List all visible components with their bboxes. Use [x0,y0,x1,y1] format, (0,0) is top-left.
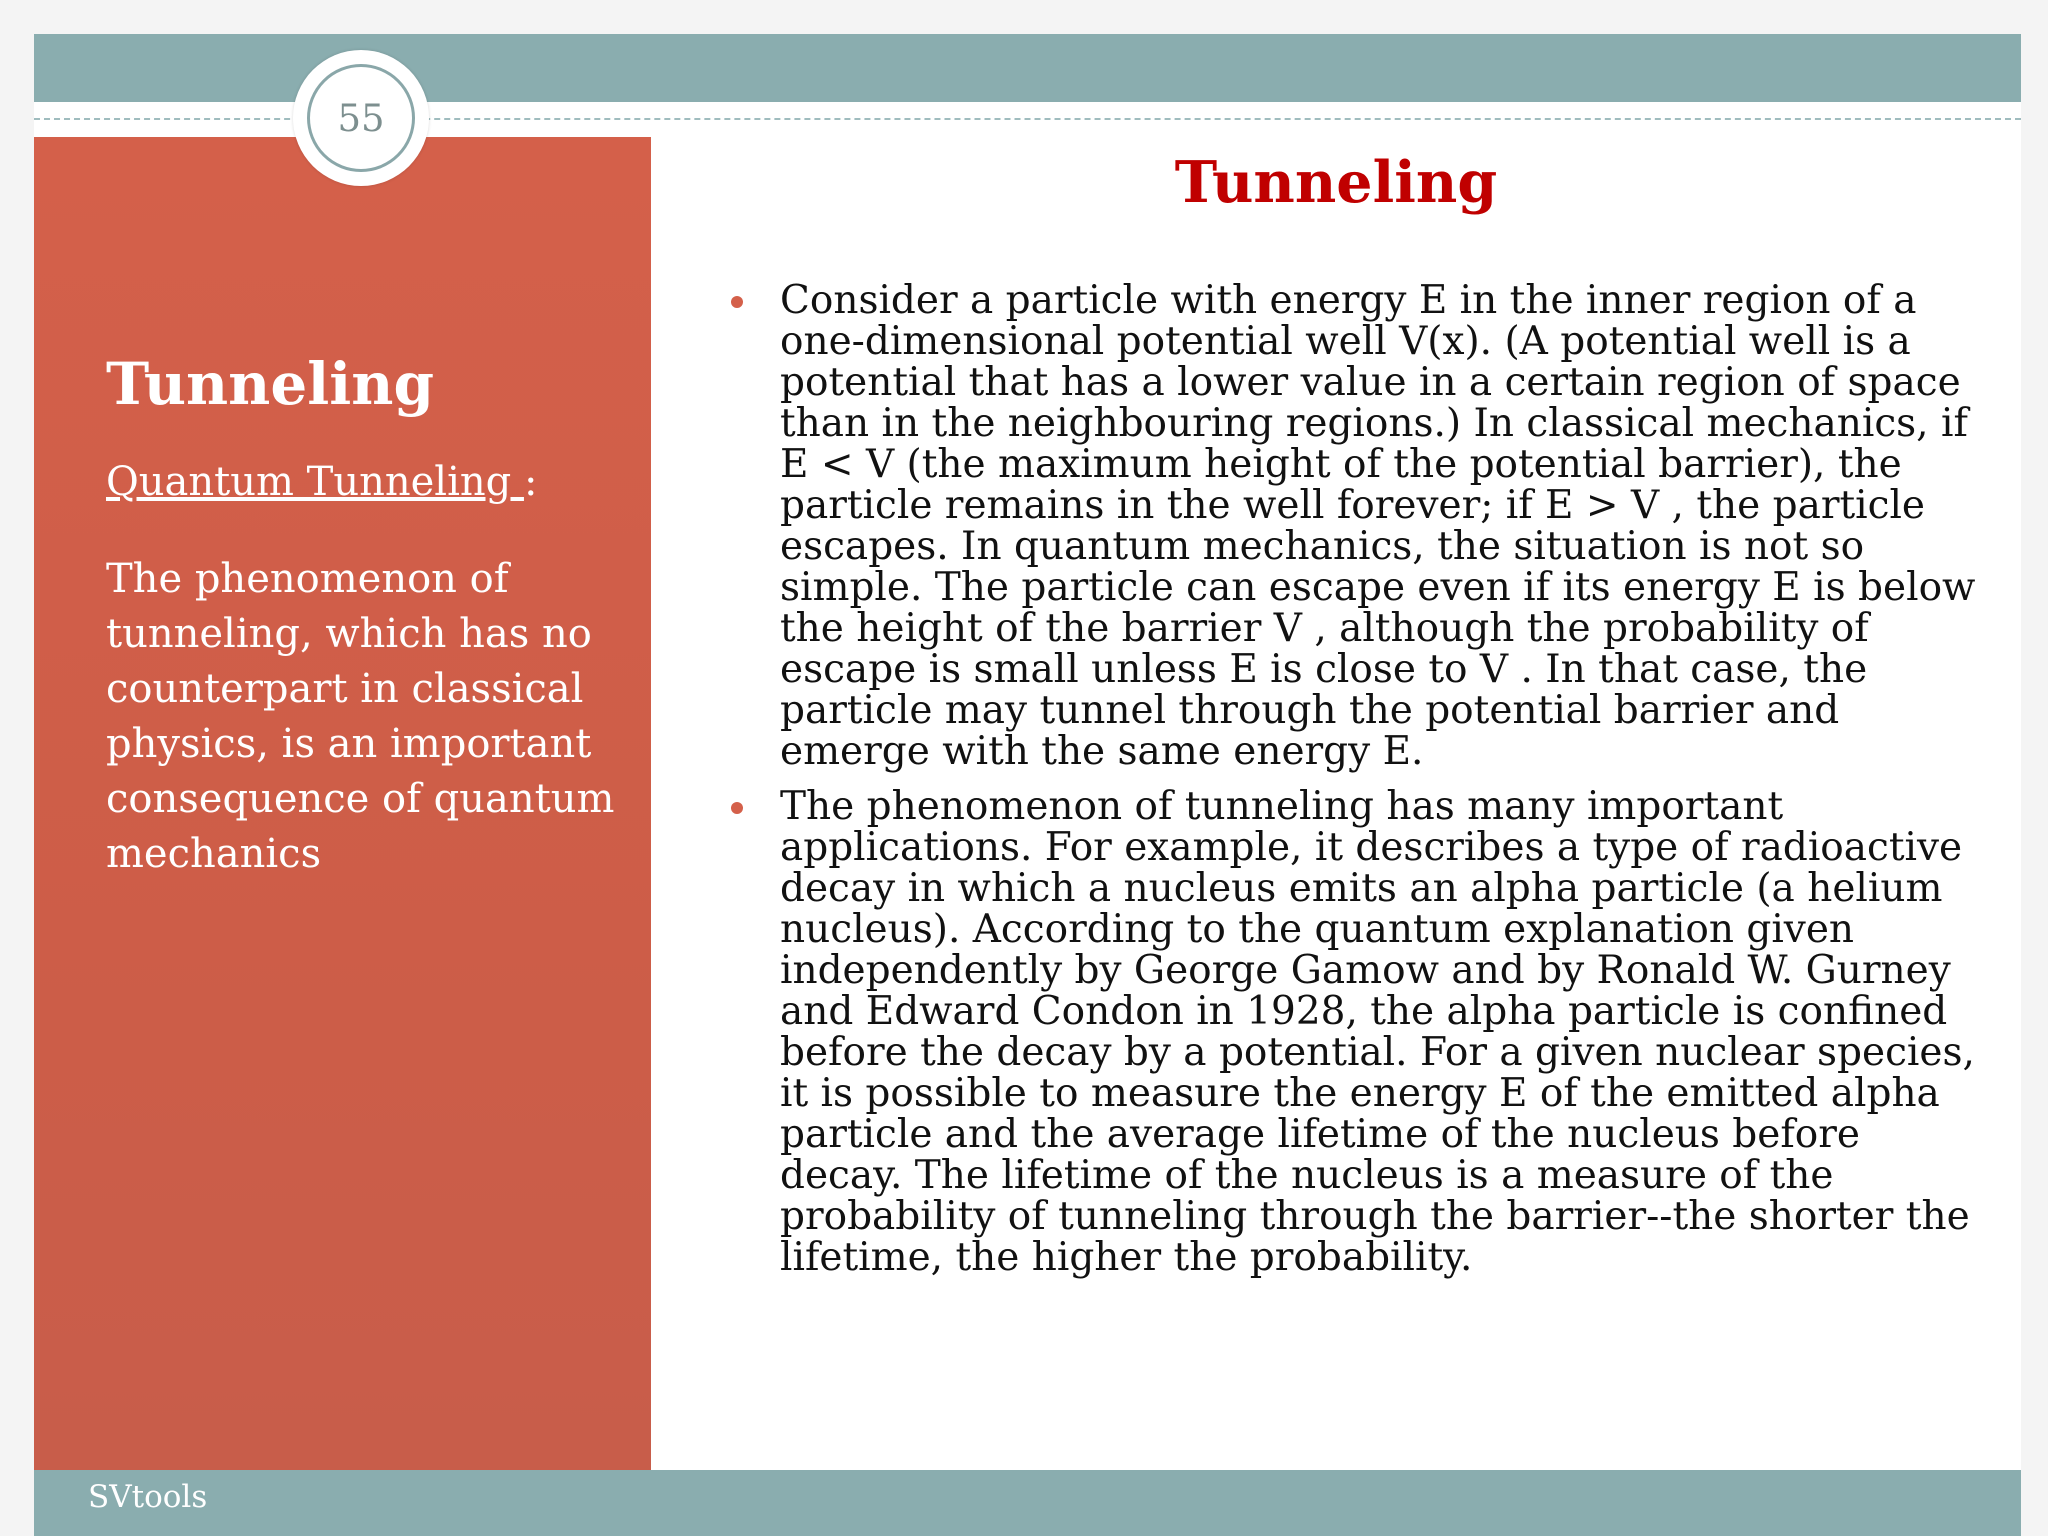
subtitle-link-text: Quantum Tunneling [106,459,524,505]
page-number-badge [293,50,429,186]
page-number: 55 [307,64,415,172]
left-subtitle [106,459,537,505]
left-title: Tunneling [106,350,435,418]
slide [34,34,2021,1536]
left-body-text: The phenomenon of tunneling, which has no counterpart in classical physics, is an important consequence of quantum mechanics [106,556,615,877]
left-panel [34,137,651,1470]
bullet-text: The phenomenon of tunneling has many important applications. For example, it describes a type of radioactive decay in which a nucleus emits an alpha particle (a helium nucleus). According to the quantum explanation given independently by George Gamow and by Ronald W. Gurney and Edward Condon in 1928, the alpha particle is confined before the decay by a potential. For a given nuclear species, it is possible to measure the energy E of the emitted alpha particle and the average lifetime of the nucleus before decay. The lifetime of the nucleus is a measure of the probability of tunneling through the barrier--the shorter the lifetime, the higher the probability. [780,784,1975,1280]
subtitle-colon: : [523,459,538,505]
content-title: Tunneling [1174,149,1498,216]
bullet-text: Consider a particle with energy E in the inner region of a one-dimensional potential well V(x). (A potential well is a potential that has a lower value in a certain region of space than in the neighbouring regions.) In classical mechanics, if E < V (the maximum height of the potential barrier), the particle remains in the well forever; if E > V , the particle escapes. In quantum mechanics, the situation is not so simple. The particle can escape even if its energy E is below the height of the barrier V , although the probability of escape is small unless E is close to V . In that case, the particle may tunnel through the potential barrier and emerge with the same energy E. [780,278,1976,774]
bullet-dot-icon [731,802,743,814]
bullet-dot-icon [731,296,743,308]
bottom-band [34,1470,2021,1536]
bullet-item [724,786,1984,1278]
footer-label: SVtools [88,1479,208,1515]
bullet-item [724,280,1984,772]
bullet-list [724,280,1984,1292]
